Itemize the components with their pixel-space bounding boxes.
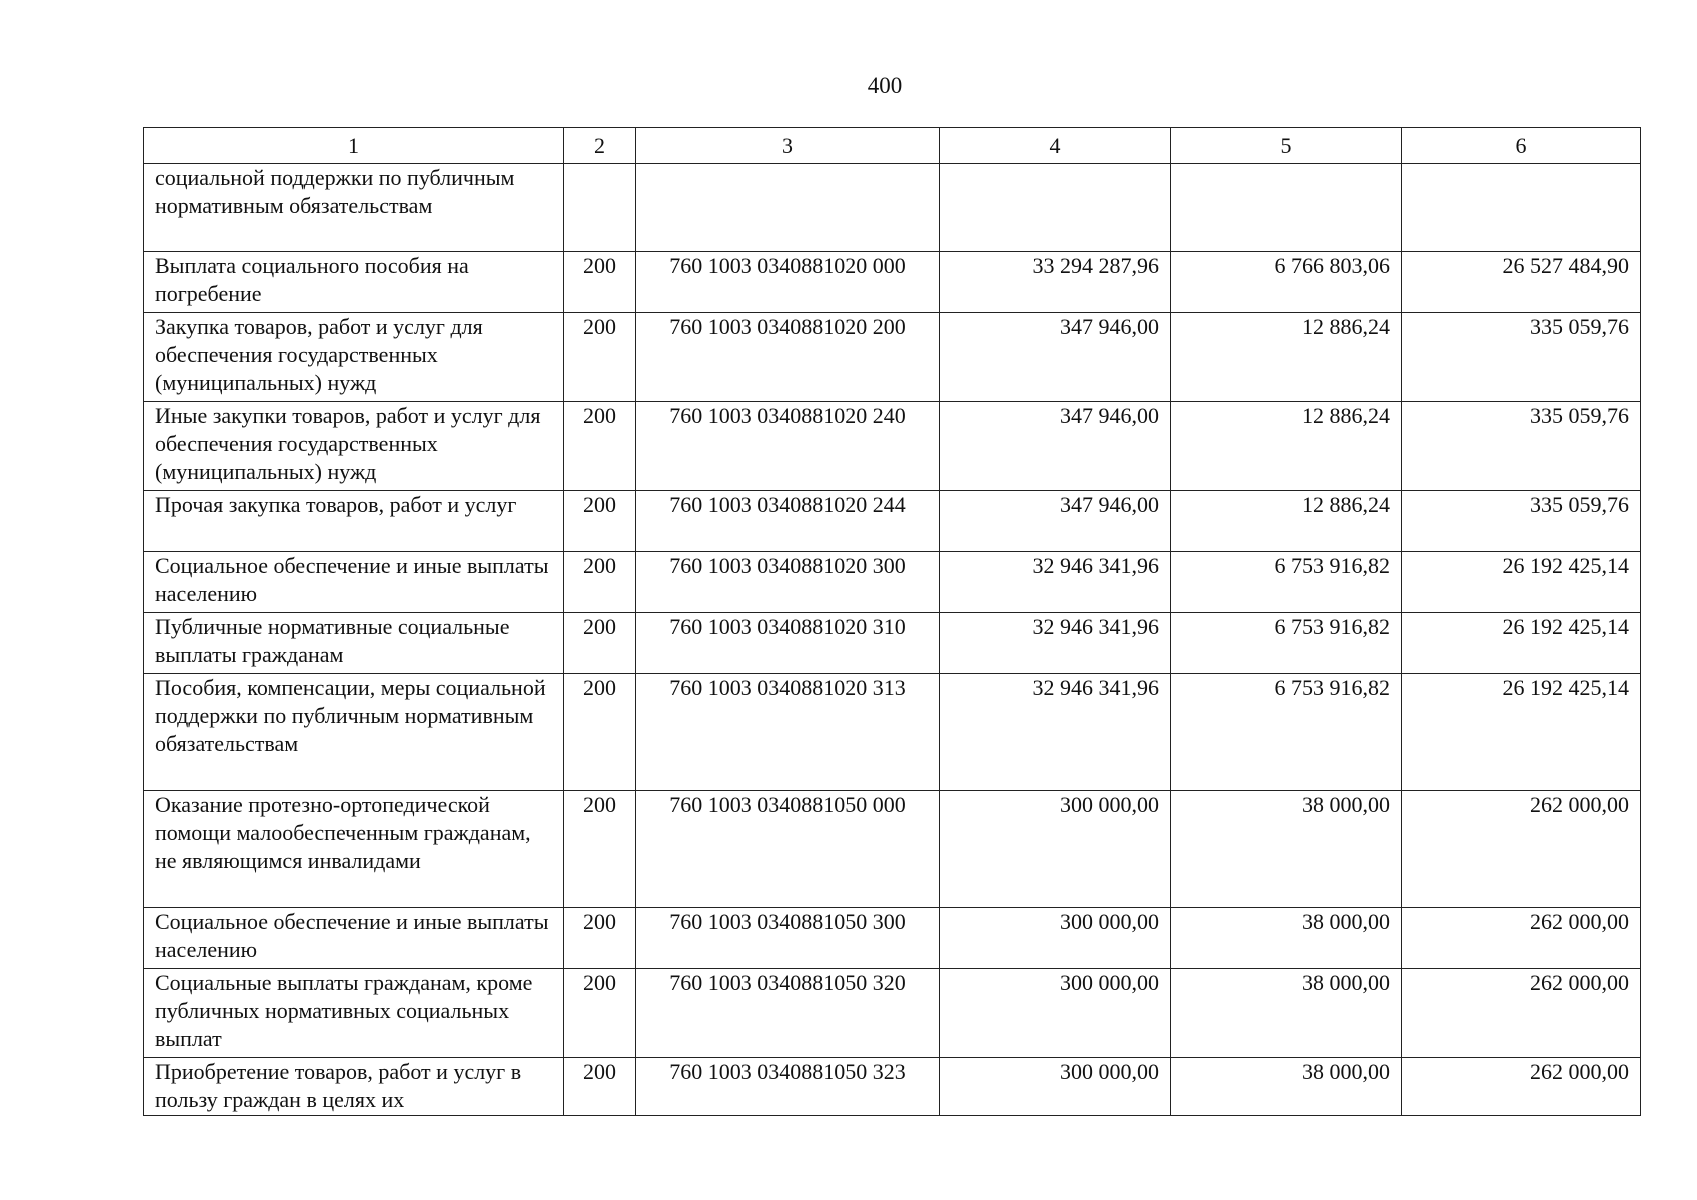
row-approved-cell: 347 946,00 — [940, 402, 1171, 491]
row-code-cell: 200 — [564, 908, 636, 969]
row-executed-cell: 6 753 916,82 — [1171, 613, 1402, 674]
row-remaining-cell: 262 000,00 — [1402, 791, 1641, 908]
table-row — [144, 908, 1641, 969]
row-approved-cell: 300 000,00 — [940, 791, 1171, 908]
row-executed-cell: 12 886,24 — [1171, 491, 1402, 552]
row-kbk-cell: 760 1003 0340881050 000 — [636, 791, 940, 908]
table-row — [144, 969, 1641, 1058]
row-executed-cell: 12 886,24 — [1171, 313, 1402, 402]
row-name-cell: Приобретение товаров, работ и услуг в пользу граждан в целях их — [144, 1058, 564, 1116]
row-approved-cell: 32 946 341,96 — [940, 552, 1171, 613]
row-executed-cell: 38 000,00 — [1171, 1058, 1402, 1116]
table-row — [144, 491, 1641, 552]
header-col-5: 5 — [1171, 128, 1402, 164]
table-row — [144, 1058, 1641, 1116]
row-approved-cell: 33 294 287,96 — [940, 252, 1171, 313]
row-remaining-cell: 262 000,00 — [1402, 969, 1641, 1058]
row-name-cell: социальной поддержки по публичным нормативным обязательствам — [144, 164, 564, 252]
row-kbk-cell: 760 1003 0340881020 310 — [636, 613, 940, 674]
row-approved-cell: 300 000,00 — [940, 908, 1171, 969]
row-approved-cell — [940, 164, 1171, 252]
row-kbk-cell: 760 1003 0340881020 300 — [636, 552, 940, 613]
row-code-cell: 200 — [564, 674, 636, 791]
row-kbk-cell: 760 1003 0340881020 313 — [636, 674, 940, 791]
row-approved-cell: 300 000,00 — [940, 969, 1171, 1058]
row-remaining-cell: 335 059,76 — [1402, 491, 1641, 552]
row-executed-cell: 38 000,00 — [1171, 908, 1402, 969]
row-name-cell: Выплата социального пособия на погребение — [144, 252, 564, 313]
row-remaining-cell: 26 192 425,14 — [1402, 613, 1641, 674]
row-remaining-cell: 335 059,76 — [1402, 402, 1641, 491]
row-code-cell: 200 — [564, 313, 636, 402]
row-approved-cell: 32 946 341,96 — [940, 674, 1171, 791]
row-executed-cell: 12 886,24 — [1171, 402, 1402, 491]
header-col-2: 2 — [564, 128, 636, 164]
row-kbk-cell — [636, 164, 940, 252]
row-code-cell: 200 — [564, 791, 636, 908]
row-code-cell: 200 — [564, 491, 636, 552]
table-row — [144, 402, 1641, 491]
header-col-6: 6 — [1402, 128, 1641, 164]
row-name-cell: Публичные нормативные социальные выплаты гражданам — [144, 613, 564, 674]
row-code-cell: 200 — [564, 552, 636, 613]
header-col-1: 1 — [144, 128, 564, 164]
table-row — [144, 674, 1641, 791]
row-name-cell: Социальные выплаты гражданам, кроме публичных нормативных социальных выплат — [144, 969, 564, 1058]
row-name-cell: Социальное обеспечение и иные выплаты населению — [144, 552, 564, 613]
table-row — [144, 164, 1641, 252]
row-kbk-cell: 760 1003 0340881020 200 — [636, 313, 940, 402]
row-executed-cell: 38 000,00 — [1171, 969, 1402, 1058]
row-kbk-cell: 760 1003 0340881050 320 — [636, 969, 940, 1058]
row-code-cell: 200 — [564, 402, 636, 491]
row-executed-cell: 6 753 916,82 — [1171, 552, 1402, 613]
row-approved-cell: 300 000,00 — [940, 1058, 1171, 1116]
row-kbk-cell: 760 1003 0340881020 240 — [636, 402, 940, 491]
row-code-cell: 200 — [564, 613, 636, 674]
row-name-cell: Закупка товаров, работ и услуг для обеспечения государственных (муниципальных) нужд — [144, 313, 564, 402]
row-code-cell — [564, 164, 636, 252]
row-remaining-cell: 26 192 425,14 — [1402, 674, 1641, 791]
row-kbk-cell: 760 1003 0340881020 244 — [636, 491, 940, 552]
row-remaining-cell: 262 000,00 — [1402, 908, 1641, 969]
row-approved-cell: 347 946,00 — [940, 491, 1171, 552]
header-col-4: 4 — [940, 128, 1171, 164]
table-row — [144, 613, 1641, 674]
row-code-cell: 200 — [564, 969, 636, 1058]
row-name-cell: Иные закупки товаров, работ и услуг для обеспечения государственных (муниципальных) нужд — [144, 402, 564, 491]
row-executed-cell: 6 753 916,82 — [1171, 674, 1402, 791]
row-remaining-cell — [1402, 164, 1641, 252]
table-header-row — [144, 128, 1641, 164]
row-remaining-cell: 26 527 484,90 — [1402, 252, 1641, 313]
row-kbk-cell: 760 1003 0340881020 000 — [636, 252, 940, 313]
row-remaining-cell: 26 192 425,14 — [1402, 552, 1641, 613]
row-name-cell: Оказание протезно-ортопедической помощи малообеспеченным гражданам, не являющимся инвалидами — [144, 791, 564, 908]
row-name-cell: Прочая закупка товаров, работ и услуг — [144, 491, 564, 552]
row-code-cell: 200 — [564, 252, 636, 313]
row-executed-cell: 6 766 803,06 — [1171, 252, 1402, 313]
row-kbk-cell: 760 1003 0340881050 323 — [636, 1058, 940, 1116]
row-remaining-cell: 262 000,00 — [1402, 1058, 1641, 1116]
row-executed-cell — [1171, 164, 1402, 252]
row-approved-cell: 32 946 341,96 — [940, 613, 1171, 674]
row-approved-cell: 347 946,00 — [940, 313, 1171, 402]
table-row — [144, 313, 1641, 402]
table-row — [144, 252, 1641, 313]
table-row — [144, 552, 1641, 613]
row-kbk-cell: 760 1003 0340881050 300 — [636, 908, 940, 969]
row-name-cell: Пособия, компенсации, меры социальной поддержки по публичным нормативным обязательствам — [144, 674, 564, 791]
table-row — [144, 791, 1641, 908]
row-code-cell: 200 — [564, 1058, 636, 1116]
header-col-3: 3 — [636, 128, 940, 164]
budget-execution-table — [143, 127, 1641, 1116]
row-remaining-cell: 335 059,76 — [1402, 313, 1641, 402]
row-executed-cell: 38 000,00 — [1171, 791, 1402, 908]
page-number: 400 — [867, 73, 903, 98]
row-name-cell: Социальное обеспечение и иные выплаты населению — [144, 908, 564, 969]
